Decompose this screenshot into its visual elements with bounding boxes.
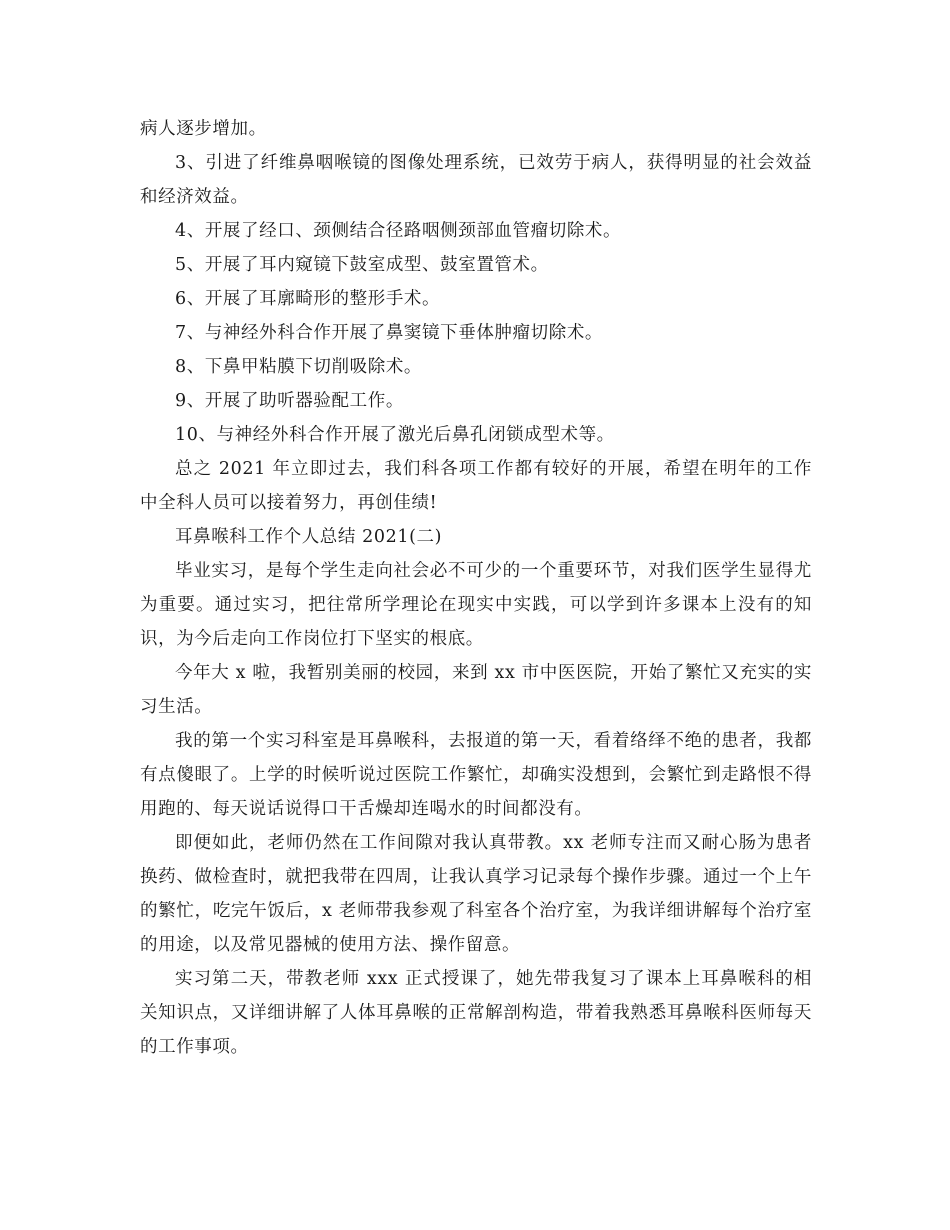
paragraph-first-department: 我的第一个实习科室是耳鼻喉科，去报道的第一天，看着络绎不绝的患者，我都有点傻眼了。上学的时候听说过医院工作繁忙，却确实没想到，会繁忙到走路恨不得用跑的、每天说话说得口干舌燥却连喝水的时间都没有。	[140, 731, 812, 819]
paragraph-item-7: 7、与神经外科合作开展了鼻窦镜下垂体肿瘤切除术。	[175, 323, 604, 343]
paragraph-item-9: 9、开展了助听器验配工作。	[175, 391, 404, 411]
paragraph-item-8: 8、下鼻甲粘膜下切削吸除术。	[175, 357, 423, 377]
paragraph-internship-intro: 毕业实习，是每个学生走向社会必不可少的一个重要环节，对我们医学生显得尤为重要。通过实习，把往常所学理论在现实中实践，可以学到许多课本上没有的知识，为今后走向工作岗位打下坚实的根底。	[140, 561, 812, 649]
paragraph-item-3: 3、引进了纤维鼻咽喉镜的图像处理系统，已效劳于病人，获得明显的社会效益和经济效益。	[140, 153, 812, 207]
paragraph-second-day: 实习第二天，带教老师 xxx 正式授课了，她先带我复习了课本上耳鼻喉科的相关知识点，又详细讲解了人体耳鼻喉的正常解剖构造，带着我熟悉耳鼻喉科医师每天的工作事项。	[140, 969, 812, 1057]
paragraph-item-4: 4、开展了经口、颈侧结合径路咽侧颈部血管瘤切除术。	[175, 221, 622, 241]
paragraph-item-5: 5、开展了耳内窥镜下鼓室成型、鼓室置管术。	[175, 255, 549, 275]
paragraph-arrival: 今年大 x 啦，我暂别美丽的校园，来到 xx 市中医医院，开始了繁忙又充实的实习生活。	[140, 663, 812, 717]
paragraph-summary: 总之 2021 年立即过去，我们科各项工作都有较好的开展，希望在明年的工作中全科人员可以接着努力，再创佳绩!	[140, 459, 812, 513]
section-heading: 耳鼻喉科工作个人总结 2021(二)	[175, 527, 443, 547]
document-body	[140, 112, 812, 1064]
paragraph-item-6: 6、开展了耳廓畸形的整形手术。	[175, 289, 441, 309]
paragraph-continuation: 病人逐步增加。	[140, 119, 267, 139]
paragraph-item-10: 10、与神经外科合作开展了激光后鼻孔闭锁成型术等。	[175, 425, 615, 445]
paragraph-teacher-guidance: 即便如此，老师仍然在工作间隙对我认真带教。xx 老师专注而又耐心肠为患者换药、做检查时，就把我带在四周，让我认真学习记录每个操作步骤。通过一个上午的繁忙，吃完午饭后，x 老师带我参观了科室各个治疗室，为我详细讲解每个治疗室的用途，以及常见器械的使用方法、操作留意。	[140, 833, 812, 955]
